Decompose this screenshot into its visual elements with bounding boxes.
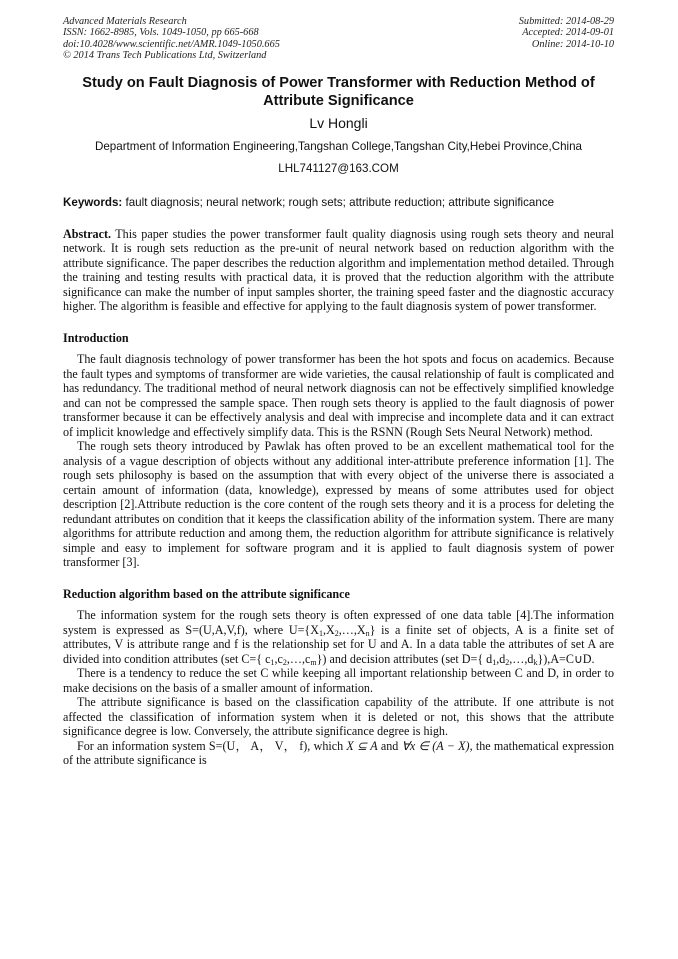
reduction-paragraph-1 [63, 608, 614, 666]
journal-issn: ISSN: 1662-8985, Vols. 1049-1050, pp 665-668 [63, 27, 259, 39]
subscript: 2 [282, 657, 287, 667]
online-date: Online: 2014-10-10 [531, 38, 614, 50]
subscript: 2 [505, 657, 510, 667]
math-expression: X ⊆ A [346, 738, 378, 753]
text-run: ,X [322, 622, 335, 637]
text-run: and [377, 738, 402, 753]
author-affiliation: Department of Information Engineering,Tangshan College,Tangshan City,Hebei Province,China [94, 139, 582, 153]
math-expression: ∀x ∈ (A − X) [401, 738, 470, 753]
text-run: The information system for the rough sets theory is often expressed of one data table [4].The information system is expressed as S=(U,A,V,f), where U={X [63, 608, 614, 637]
subscript: m [310, 657, 317, 667]
text-run: , the mathematical expression of the attribute significance is [63, 738, 615, 768]
intro-paragraph-1: The fault diagnosis technology of power transformer has been the hot spots and focus on academics. Because the fault types and symptoms of transformer are wide varieties, the causal relationship of fault is complicated and has redundancy. The traditional method of neural network diagnosis can not be effectively simplified knowledge and can not be compressed the sample space. Then rough sets theory is applied to the fault diagnosis of power transformer because it can be effectively analysis and deal with imprecise and incomplete data and it can extract of implicit knowledge and effectively simplify data. This is the RSNN (Rough Sets Neural Network) method. [63, 352, 614, 439]
paper-page [63, 16, 614, 768]
reduction-paragraph-2: There is a tendency to reduce the set C while keeping all important relationship between C and D, in order to make decisions on the basis of a smaller amount of information. [63, 666, 614, 695]
subscript: n [365, 628, 370, 638]
journal-doi: doi:10.4028/www.scientific.net/AMR.1049-1050.665 [63, 38, 280, 50]
text-run: ,c [274, 651, 283, 666]
journal-name: Advanced Materials Research [63, 16, 187, 27]
reduction-paragraph-3: The attribute significance is based on the classification capability of the attribute. If one attribute is not affected the classification of information system when it is deleted or not, this shows that the attribute significance degree is low. Conversely, the attribute significance degree is high. [63, 695, 614, 739]
text-run: For an information system S=(U， A， V， f), which [77, 738, 347, 753]
text-run: ,…,X [338, 622, 366, 637]
reduction-paragraph-4 [63, 739, 614, 768]
author-name: Lv Hongli [309, 114, 368, 131]
keywords-text: fault diagnosis; neural network; rough sets; attribute reduction; attribute significance [122, 195, 555, 209]
journal-copyright: © 2014 Trans Tech Publications Ltd, Switzerland [63, 50, 267, 62]
text-run: ,d [496, 651, 506, 666]
text-run: } is a finite set of objects, A is a finite set of attributes, V is attribute range and f is the relationship set for U and A. In a data table the attributes of set A are divided into condition attributes (set C={ c [63, 622, 615, 666]
subscript: 2 [334, 628, 339, 638]
journal-info [63, 16, 280, 62]
submitted-date: Submitted: 2014-08-29 [518, 16, 614, 27]
subscript: 1 [492, 657, 497, 667]
text-run: ,…,d [509, 651, 534, 666]
journal-header [63, 16, 614, 62]
author-email: LHL741127@163.COM [278, 161, 399, 175]
keywords-label: Keywords: [63, 195, 123, 209]
intro-paragraph-2: The rough sets theory introduced by Pawlak has often proved to be an excellent mathematical tool for the analysis of a vague description of objects without any additional inter-attribute preference information [1]. The rough sets philosophy is based on the assumption that with every object of the universe there is associated a certain amount of information (data, knowledge), expressed by means of some attributes used for object description [2].Attribute reduction is the core content of the rough sets theory and it is a process for deleting the redundant attributes on condition that it keeps the classification ability of the information system. There are many algorithms for attribute reduction and among them, the reduction algorithm for attribute significance is relatively simple and easy to implement for software program and it is applied to fault diagnosis system of power transformer [3]. [63, 439, 614, 570]
text-run: }) and decision attributes (set D={ d [316, 651, 493, 666]
subscript: 1 [270, 657, 275, 667]
abstract-label: Abstract. [63, 226, 112, 241]
text-run: ,…,c [286, 651, 311, 666]
submission-dates [519, 16, 614, 62]
abstract-text: This paper studies the power transformer fault quality diagnosis using rough sets theory and neural network. It is rough sets reduction as the pre-unit of neural network based on reduction algorithm with the attribute significance. The paper describes the reduction algorithm and implementation method detailed. Through the training and testing results with practical data, it is proved that the reduction algorithm with the attribute significance can make the number of input samples shorter, the training speed faster and the diagnostic accuracy higher. The algorithm is feasible and effective for applying to the fault diagnosis system of power transformer. [63, 226, 614, 314]
subscript: k [533, 657, 538, 667]
section-heading-introduction: Introduction [63, 330, 129, 345]
text-run: }),A=C∪D. [537, 651, 595, 666]
section-heading-reduction: Reduction algorithm based on the attribute significance [63, 586, 350, 601]
accepted-date: Accepted: 2014-09-01 [522, 27, 614, 39]
subscript: 1 [318, 628, 323, 638]
paper-title: Study on Fault Diagnosis of Power Transformer with Reduction Method of Attribute Significance [82, 74, 595, 109]
keywords [63, 195, 614, 210]
abstract [63, 227, 614, 314]
